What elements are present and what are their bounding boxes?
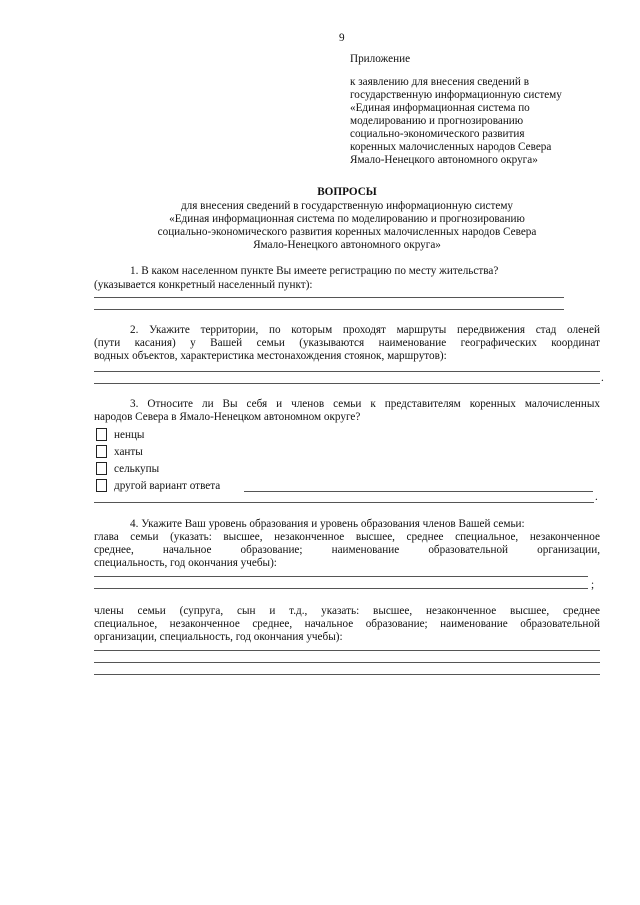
option-label: ненцы: [114, 429, 145, 441]
q4-members-answer-line[interactable]: [94, 674, 600, 675]
option-label: другой вариант ответа: [114, 480, 221, 492]
q3-line: народов Севера в Ямало-Ненецком автономном округе?: [94, 411, 361, 423]
appendix-text: [350, 76, 562, 167]
page-number: 9: [339, 32, 345, 44]
q1-hint: (указывается конкретный населенный пункт):: [94, 279, 313, 291]
q3-end-mark: .: [595, 491, 598, 503]
q1-answer-line[interactable]: [94, 309, 564, 310]
form-subtitle: [0, 200, 640, 252]
q4-members-answer-line[interactable]: [94, 650, 600, 651]
q2-text: [94, 324, 600, 363]
q4-line: глава семьи (указать: высшее, незаконченное высшее, среднее специальное, незаконченное: [94, 531, 600, 543]
q4-members-line: члены семьи (супруга, сын и т.д., указать: высшее, незаконченное высшее, среднее: [94, 605, 600, 617]
subtitle-line: для внесения сведений в государственную информационную систему: [180, 200, 514, 212]
q4-text: [94, 518, 600, 570]
q3-line: 3. Относите ли Вы себя и членов семьи к представителям коренных малочисленных: [130, 398, 600, 410]
q4-members-answer-line[interactable]: [94, 662, 600, 663]
appendix-line: моделированию и прогнозированию: [350, 115, 524, 127]
appendix-line: коренных малочисленных народов Севера: [350, 141, 552, 153]
q4-members-line: специальное, незаконченное среднее, начальное образование; наименование образовательной: [94, 618, 600, 630]
q4-head-answer-line[interactable]: [94, 576, 588, 577]
q2-answer-line[interactable]: [94, 383, 600, 384]
q4-line: среднее, начальное образование; наименование образовательной организации,: [94, 544, 600, 556]
subtitle-line: «Единая информационная система по моделированию и прогнозированию: [169, 213, 525, 225]
q1-answer-line[interactable]: [94, 297, 564, 298]
form-title: ВОПРОСЫ: [317, 186, 377, 198]
checkbox-selkupy[interactable]: [96, 462, 107, 475]
q2-answer-line[interactable]: [94, 371, 600, 372]
checkbox-khanty[interactable]: [96, 445, 107, 458]
q2-line: водных объектов, характеристика местонахождения стоянок, маршрутов):: [94, 350, 447, 362]
appendix-line: Ямало-Ненецкого автономного округа»: [350, 154, 538, 166]
q3-text: [94, 398, 600, 424]
q2-line: (пути касания) у Вашей семьи (указываются наименование географических координат: [94, 337, 600, 349]
q4-head-answer-line[interactable]: [94, 588, 588, 589]
q4-members-line: организации, специальность, год окончания учебы):: [94, 631, 343, 643]
option-label: ханты: [114, 446, 143, 458]
q2-line: 2. Укажите территории, по которым проходят маршруты передвижения стад оленей: [130, 324, 600, 336]
appendix-line: «Единая информационная система по: [350, 102, 530, 114]
subtitle-line: Ямало-Ненецкого автономного округа»: [253, 239, 441, 251]
q4-members-text: [94, 605, 600, 644]
checkbox-other[interactable]: [96, 479, 107, 492]
q1-text: 1. В каком населенном пункте Вы имеете регистрацию по месту жительства?: [130, 265, 499, 277]
appendix-line: социально-экономического развития: [350, 128, 525, 140]
q2-end-mark: .: [601, 372, 604, 384]
q4-line: 4. Укажите Ваш уровень образования и уровень образования членов Вашей семьи:: [130, 518, 525, 530]
option-label: селькупы: [114, 463, 160, 475]
q3-other-answer-line[interactable]: [244, 491, 593, 492]
checkbox-nentsy[interactable]: [96, 428, 107, 441]
appendix-line: к заявлению для внесения сведений в: [350, 76, 529, 88]
q3-answer-line[interactable]: [94, 502, 594, 503]
subtitle-line: социально-экономического развития коренных малочисленных народов Севера: [157, 226, 537, 238]
q4-end-mark: ;: [591, 579, 595, 591]
q4-line: специальность, год окончания учебы):: [94, 557, 277, 569]
appendix-line: государственную информационную систему: [350, 89, 562, 101]
appendix-title: Приложение: [350, 53, 411, 65]
